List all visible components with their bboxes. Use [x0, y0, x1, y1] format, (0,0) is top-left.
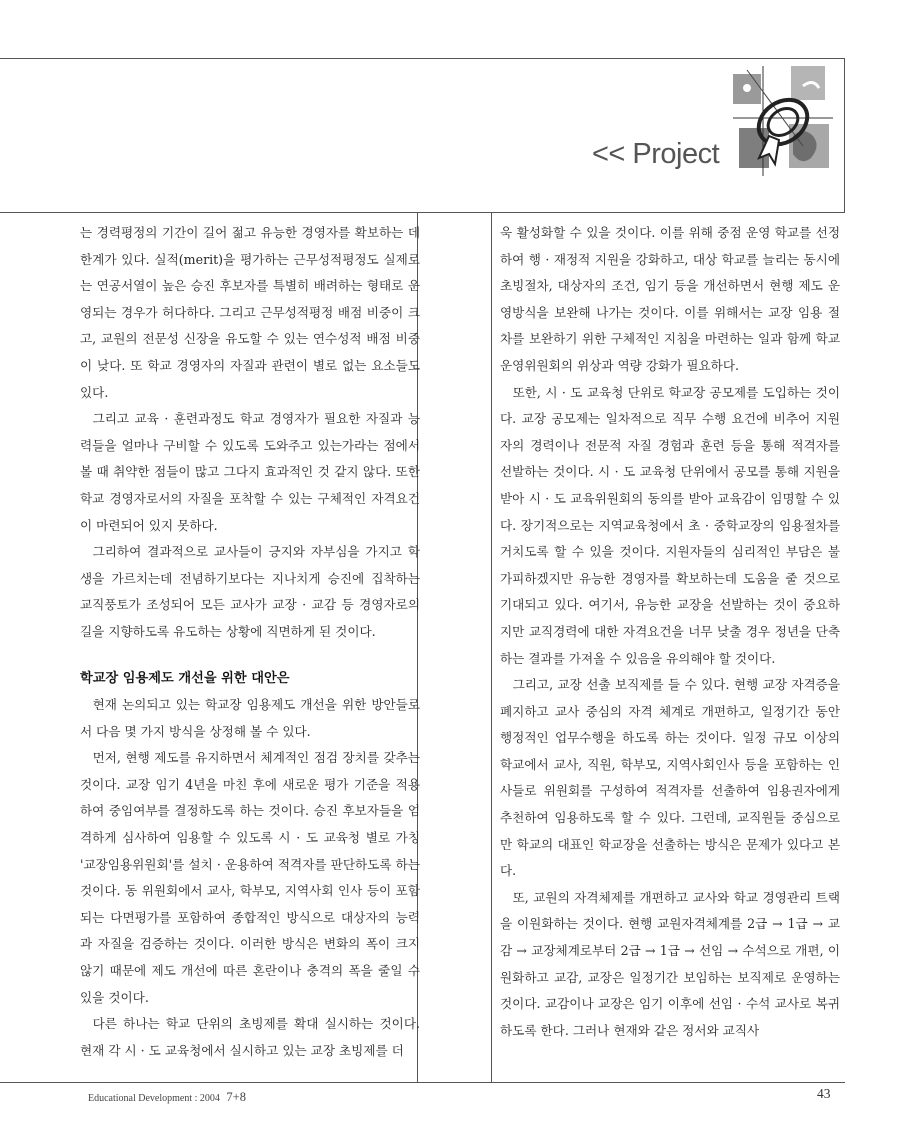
page-number: 43: [817, 1086, 831, 1101]
left-paragraph-6: 다른 하나는 학교 단위의 초빙제를 확대 실시하는 것이다. 현재 각 시 · 도 교육청에서 실시하고 있는 교장 초빙제를 더: [80, 1016, 420, 1058]
section-heading: 학교장 임용제도 개선을 위한 대안은: [80, 670, 290, 686]
left-column: [80, 220, 420, 1064]
header-right-rule: [844, 58, 845, 213]
right-paragraph-2: 또한, 시 · 도 교육청 단위로 학교장 공모제를 도입하는 것이다. 교장 공모제는 일차적으로 직무 수행 요건에 비추어 지원자의 경력이나 전문적 자질 경험과 훈련 등을 통해 적격자를 선발하는 것이다. 시 · 도 교육청 단위에서 공모를 통해 지원을 받아 시 · 도 교육위원회의 동의를 받아 교육감이 임명할 수 있다. 장기적으로는 지역교육청에서 초 · 중학교장의 임용절차를 거치도록 할 수 있을 것이다. 지원자들의 심리적인 부담은 불가피하겠지만 유능한 경영자를 확보하는데 도움을 줄 것으로 기대되고 있다. 여기서, 유능한 교장을 선발하는 것이 중요하지만 교직경력에 대한 자격요건을 너무 낮출 경우 정년을 단축하는 결과를 가져올 수 있음을 유의해야 할 것이다.: [500, 384, 840, 666]
section-label: << Project: [592, 138, 720, 170]
right-column: [500, 220, 840, 1044]
project-logo-icon: [733, 66, 833, 176]
left-paragraph-5: 먼저, 현행 제도를 유지하면서 체계적인 점검 장치를 갖추는 것이다. 교장 임기 4년을 마친 후에 새로운 평가 기준을 적용하여 중임여부를 결정하도록 하는 것이다. 승진 후보자들을 엄격하게 심사하여 임용할 수 있도록 시 · 도 교육청 별로 가칭 '교장임용위원회'를 설치 · 운용하여 적격자를 판단하도록 하는 것이다. 동 위원회에서 교사, 학부모, 지역사회 인사 등이 포함되는 다면평가를 포함하여 종합적인 방식으로 대상자의 능력과 자질을 검증하는 것이다. 이러한 방식은 변화의 폭이 크지 않기 때문에 제도 개선에 따른 혼란이나 충격의 폭을 줄일 수 있을 것이다.: [80, 750, 420, 1005]
header-bottom-rule: [0, 212, 845, 213]
right-paragraph-1: 욱 활성화할 수 있을 것이다. 이를 위해 중점 운영 학교를 선정하여 행 · 재정적 지원을 강화하고, 대상 학교를 늘리는 동시에 초빙절차, 대상자의 조건, 임기 등을 개선하면서 현행 제도 운영방식을 보완해 나가는 것이다. 이를 위해서는 교장 임용 절차를 보완하기 위한 구체적인 지침을 마련하는 일과 함께 학교운영위원회의 위상과 역량 강화가 필요하다.: [500, 225, 840, 373]
column-divider-right: [491, 213, 492, 1083]
left-paragraph-2: 그리고 교육 · 훈련과정도 학교 경영자가 필요한 자질과 능력들을 얼마나 구비할 수 있도록 도와주고 있는가라는 점에서 볼 때 취약한 점들이 많고 그다지 효과적인 것 같지 않다. 또한 학교 경영자로서의 자질을 포착할 수 있는 구체적인 자격요건이 마련되어 있지 못하다.: [80, 411, 420, 533]
header-top-rule: [0, 58, 845, 59]
journal-issue: 7+8: [226, 1090, 246, 1104]
right-paragraph-3: 그리고, 교장 선출 보직제를 들 수 있다. 현행 교장 자격증을 폐지하고 교사 중심의 자격 체계로 개편하고, 일정기간 동안 행정적인 업무수행을 하도록 하는 것이다. 일정 규모 이상의 학교에서 교사, 직원, 학부모, 지역사회인사 등을 포함하는 인사들로 위원회를 구성하여 적격자를 선출하여 임용권자에게 추천하여 임용하도록 할 수 있다. 그런데, 교직원들 중심으로만 학교의 대표인 학교장을 선출하는 방식은 문제가 있다고 본다.: [500, 677, 840, 879]
left-paragraph-4: 현재 논의되고 있는 학교장 임용제도 개선을 위한 방안들로서 다음 몇 가지 방식을 상정해 볼 수 있다.: [80, 697, 420, 739]
section-gap: [80, 646, 420, 666]
journal-footer: [88, 1090, 246, 1105]
left-paragraph-3: 그리하여 결과적으로 교사들이 긍지와 자부심을 가지고 학생을 가르치는데 전념하기보다는 지나치게 승진에 집착하는 교직풍토가 조성되어 모든 교사가 교장 · 교감 등 경영자로의 길을 지향하도록 유도하는 상황에 직면하게 된 것이다.: [80, 544, 420, 639]
footer-rule: [0, 1082, 845, 1083]
journal-name: Educational Development : 2004: [88, 1093, 220, 1104]
right-paragraph-4: 또, 교원의 자격체제를 개편하고 교사와 학교 경영관리 트랙을 이원화하는 것이다. 현행 교원자격체계를 2급 → 1급 → 교감 → 교장체계로부터 2급 → 1급 → 선임 → 수석으로 개편, 이원화하고 교감, 교장은 일정기간 보임하는 보직제로 운영하는 것이다. 교감이나 교장은 임기 이후에 선임 · 수석 교사로 복귀하도록 한다. 그러나 현재와 같은 정서와 교직사: [500, 889, 840, 1038]
left-paragraph-1: 는 경력평정의 기간이 길어 젊고 유능한 경영자를 확보하는 데 한계가 있다. 실적(merit)을 평가하는 근무성적평정도 실제로는 연공서열이 높은 승진 후보자를 특별히 배려하는 형태로 운영되는 경우가 허다하다. 그리고 근무성적평정 배점 비중이 크고, 교원의 전문성 신장을 유도할 수 있는 연수성적 배점 비중이 낮다. 또 학교 경영자의 자질과 관련이 별로 없는 요소들도 있다.: [80, 225, 420, 400]
